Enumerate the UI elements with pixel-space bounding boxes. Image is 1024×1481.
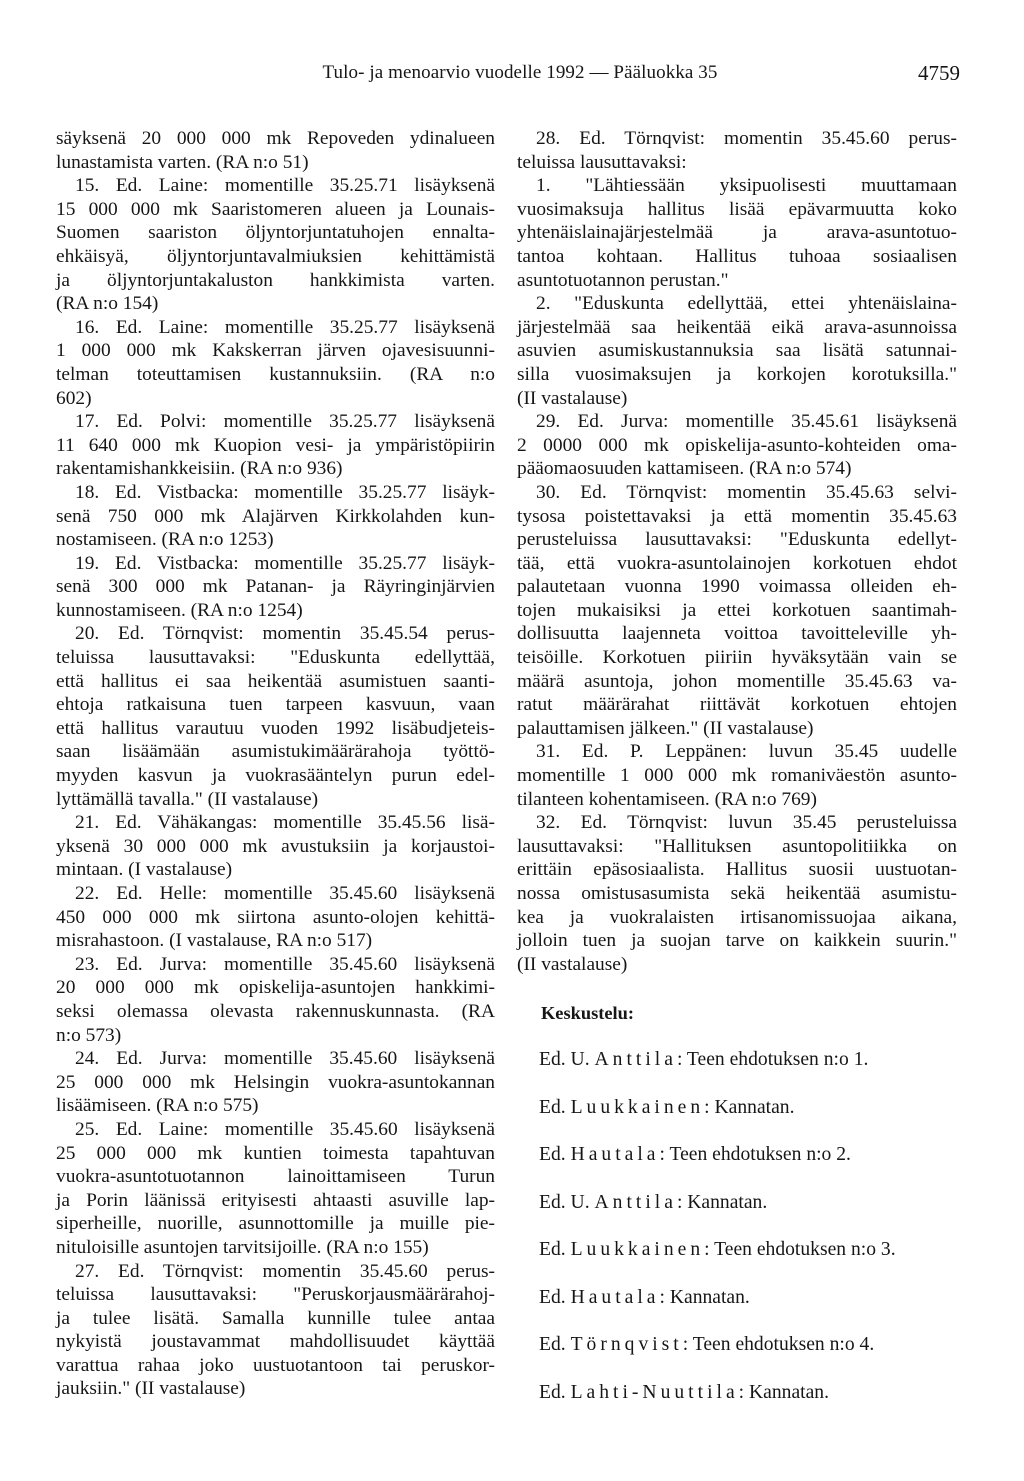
discussion-text: : Teen ehdotuksen n:o 1. [676, 1049, 869, 1071]
text-line: 20 000 000 mk opiskelija-asuntojen hankkimi- [56, 977, 495, 999]
text-line: myyden kasvun ja vuokrasääntelyn purun edel- [56, 765, 495, 787]
text-line: ratut määrärahat riittävät korkotuen ehtojen [517, 694, 957, 716]
text-line: erittäin epäsosiaalista. Hallitus suosii uustuotan- [517, 859, 957, 881]
speaker-name: Anttila [594, 1191, 677, 1213]
text-line: telman toteuttamisen kustannuksiin. (RA n:o [56, 363, 495, 385]
text-line: tojen mukaisiksi ja ettei korkotuen saantimah- [517, 599, 957, 621]
text-line: että hallitus varautuu vuoden 1992 lisäbudjeteis- [56, 717, 495, 739]
text-line: lausuttavaksi: "Hallituksen asuntopolitiikka on [517, 835, 957, 857]
discussion-text: : Kannatan. [659, 1286, 750, 1308]
left-column-body [56, 127, 495, 1401]
text-line: 30. Ed. Törnqvist: momentin 35.45.63 selvi- [536, 481, 957, 503]
discussion-prefix: Ed. [539, 1239, 571, 1261]
discussion-list [539, 1048, 957, 1428]
text-line: 23. Ed. Jurva: momentille 35.45.60 lisäyksenä [75, 953, 495, 975]
text-line: siperheille, nuorille, asunnottomille ja muille pie- [56, 1213, 495, 1235]
discussion-text: : Kannatan. [704, 1096, 795, 1118]
text-line: että hallitus ei saa heikentää asumistuen saanti- [56, 670, 495, 692]
text-line: misrahastoon. (I vastalause, RA n:o 517) [56, 930, 373, 952]
speaker-name: Lahti-Nuuttila [570, 1381, 739, 1403]
right-column [517, 127, 957, 1428]
discussion-text: : Teen ehdotuksen n:o 2. [659, 1144, 851, 1166]
text-line: seksi olemassa olevasta rakennuskunnasta. (RA [56, 1000, 495, 1022]
text-line: mintaan. (I vastalause) [56, 859, 233, 881]
text-line: vuosimaksuja hallitus lisää epävarmuutta koko [517, 198, 957, 220]
discussion-entry [539, 1191, 957, 1239]
text-line: teluissa lausuttavaksi: "Eduskunta edellyttää, [56, 647, 495, 669]
right-column-body [517, 127, 957, 976]
left-column [56, 127, 495, 1401]
text-line: perusteluissa lausuttavaksi: "Eduskunta edellyt- [517, 529, 957, 551]
text-line: teisöille. Korkotuen piiriin hyväksytään vain se [517, 647, 957, 669]
text-line: 28. Ed. Törnqvist: momentin 35.45.60 perus- [536, 128, 957, 149]
text-line: senä 300 000 mk Patanan- ja Räyringinjärvien [56, 576, 495, 598]
text-line: 24. Ed. Jurva: momentille 35.45.60 lisäyksenä [75, 1048, 495, 1070]
discussion-prefix: Ed. [539, 1381, 571, 1403]
text-line: n:o 573) [56, 1024, 122, 1046]
text-line: momentille 1 000 000 mk romaniväestön asunto- [517, 765, 957, 787]
text-line: 602) [56, 387, 92, 409]
text-line: lunastamista varten. (RA n:o 51) [56, 151, 309, 173]
text-line: nykyistä joustavammat mahdollisuudet käyttää [56, 1331, 495, 1353]
discussion-text: : Teen ehdotuksen n:o 3. [704, 1239, 896, 1261]
text-line: 1 000 000 mk Kakskerran järven ojavesisuunni- [56, 340, 495, 362]
text-line: dollisuutta laajenneta voittoa tavoitteleville yh- [517, 623, 957, 645]
discussion-prefix: Ed. U. [539, 1049, 595, 1071]
speaker-name: Törnqvist [570, 1334, 683, 1356]
discussion-entry [539, 1238, 957, 1286]
text-line: ja tulee lisätä. Samalla kunnille tulee antaa [56, 1307, 495, 1329]
text-line: 25. Ed. Laine: momentille 35.45.60 lisäyksenä [75, 1118, 495, 1140]
text-line: ja Porin läänissä erityisesti ahtaasti asuville lap- [56, 1189, 495, 1211]
text-line: tysosa poistettavaksi ja että momentin 35.45.63 [517, 505, 957, 527]
text-line: 27. Ed. Törnqvist: momentin 35.45.60 perus- [75, 1260, 495, 1282]
text-line: yhtenäislainajärjestelmää ja arava-asuntotuo- [517, 222, 957, 244]
text-line: 2. "Eduskunta edellyttää, ettei yhtenäislaina- [536, 293, 957, 315]
text-line: lyttämällä tavalla." (II vastalause) [56, 788, 319, 810]
discussion-text: : Teen ehdotuksen n:o 4. [682, 1334, 875, 1356]
text-line: (RA n:o 154) [56, 293, 159, 315]
text-line: 15. Ed. Laine: momentille 35.25.71 lisäyksenä [75, 175, 495, 197]
text-line: jolloin tuen ja suojan tarve on kaikkein suurin." [517, 930, 957, 952]
text-line: (II vastalause) [517, 953, 628, 975]
page-number: 4759 [918, 61, 960, 85]
speaker-name: Luukkainen [570, 1239, 705, 1261]
discussion-prefix: Ed. U. [539, 1191, 595, 1213]
text-line: 22. Ed. Helle: momentille 35.45.60 lisäyksenä [75, 883, 495, 904]
discussion-prefix: Ed. [539, 1144, 571, 1166]
text-line: senä 750 000 mk Alajärven Kirkkolahden kun- [56, 505, 495, 527]
text-line: palauttamisen jälkeen." (II vastalause) [517, 717, 814, 739]
discussion-prefix: Ed. [539, 1334, 571, 1356]
discussion-entry [539, 1286, 957, 1334]
discussion-prefix: Ed. [539, 1096, 571, 1118]
speaker-name: Luukkainen [570, 1096, 705, 1118]
text-line: määrä asuntoja, johon momentille 35.45.63 va- [517, 670, 957, 692]
speaker-name: Hautala [570, 1144, 660, 1166]
section-heading: Keskustelu: [541, 1003, 634, 1024]
text-line: pääomaosuuden kattamiseen. (RA n:o 574) [517, 458, 852, 480]
text-line: jauksiin." (II vastalause) [56, 1378, 246, 1400]
text-line: 17. Ed. Polvi: momentille 35.25.77 lisäyksenä [75, 411, 495, 433]
discussion-entry [539, 1381, 957, 1429]
discussion-text: : Kannatan. [738, 1381, 829, 1403]
text-line: Suomen saariston öljyntorjuntatuhojen ennalta- [56, 222, 495, 244]
text-line: tantoa kohtaan. Hallitus tuhoaa sosiaalisen [517, 245, 957, 267]
text-line: palautetaan vuonna 1990 voimassa olleiden eh- [517, 576, 957, 598]
text-line: nituloisille asuntojen tarvitsijoille. (RA n:o 155) [56, 1236, 429, 1258]
text-line: 25 000 000 mk Helsingin vuokra-asuntokannan [56, 1071, 495, 1093]
text-line: 21. Ed. Vähäkangas: momentille 35.45.56 lisä- [75, 812, 495, 834]
text-line: rakentamishankkeisiin. (RA n:o 936) [56, 458, 343, 480]
discussion-entry [539, 1333, 957, 1381]
text-line: 32. Ed. Törnqvist: luvun 35.45 perusteluissa [536, 812, 957, 834]
discussion-entry [539, 1143, 957, 1191]
discussion-entry [539, 1096, 957, 1144]
text-line: nossa omistusasumista sekä heikentää asumistu- [517, 883, 957, 904]
text-line: teluissa lausuttavaksi: [517, 151, 687, 173]
text-line: tilanteen kohentamiseen. (RA n:o 769) [517, 788, 817, 810]
text-line: ehtoja ratkaisuna tuen tarpeen kasvuun, vaan [56, 694, 495, 716]
text-line: säyksenä 20 000 000 mk Repoveden ydinalueen [56, 128, 495, 149]
text-line: teluissa lausuttavaksi: "Peruskorjausmäärärahoj- [56, 1284, 495, 1306]
text-line: ja öljyntorjuntakaluston hankkimista varten. [56, 269, 495, 291]
text-line: kunnostamiseen. (RA n:o 1254) [56, 599, 303, 621]
text-line: 2 0000 000 mk opiskelija-asunto-kohteiden oma- [517, 434, 957, 456]
text-line: kea ja vuokralaisten irtisanomissuojaa aikana, [517, 906, 957, 928]
discussion-text: : Kannatan. [676, 1191, 768, 1213]
speaker-name: Hautala [570, 1286, 660, 1308]
text-line: järjestelmää saa heikentää eikä arava-asunnoissa [517, 316, 957, 338]
text-line: 18. Ed. Vistbacka: momentille 35.25.77 lisäyk- [75, 481, 495, 503]
text-line: (II vastalause) [517, 387, 628, 409]
discussion-entry [539, 1048, 957, 1096]
text-line: tää, että vuokra-asuntolainojen korkotuen ehdot [517, 552, 957, 574]
text-line: nostamiseen. (RA n:o 1253) [56, 529, 274, 551]
speaker-name: Anttila [594, 1049, 677, 1071]
text-line: 29. Ed. Jurva: momentille 35.45.61 lisäyksenä [536, 411, 957, 433]
text-line: 15 000 000 mk Saaristomeren alueen ja Lounais- [56, 198, 495, 220]
discussion-prefix: Ed. [539, 1286, 571, 1308]
text-line: asuntotuotannon perustan." [517, 269, 729, 291]
text-line: lisäämiseen. (RA n:o 575) [56, 1095, 259, 1117]
text-line: 450 000 000 mk siirtona asunto-olojen kehittä- [56, 906, 495, 928]
text-line: 11 640 000 mk Kuopion vesi- ja ympäristöpiirin [56, 434, 495, 456]
text-line: 16. Ed. Laine: momentille 35.25.77 lisäyksenä [75, 316, 495, 338]
text-line: 19. Ed. Vistbacka: momentille 35.25.77 lisäyk- [75, 552, 495, 574]
text-line: saan lisäämään asumistukimäärärahoja työttö- [56, 741, 495, 763]
text-line: ehkäisyä, öljyntorjuntavalmiuksien kehittämistä [56, 245, 495, 267]
text-line: 1. "Lähtiessään yksipuolisesti muuttamaan [536, 175, 957, 197]
text-line: 25 000 000 mk kuntien toimesta tapahtuvan [56, 1142, 495, 1164]
text-line: varattua rahaa joko uustuotantoon tai peruskor- [56, 1354, 495, 1376]
running-header: Tulo- ja menoarvio vuodelle 1992 — Pääluokka 35 [322, 62, 718, 83]
text-line: 20. Ed. Törnqvist: momentin 35.45.54 perus- [75, 623, 495, 645]
text-line: asuvien asumiskustannuksia saa lisätä satunnai- [517, 340, 957, 362]
text-line: vuokra-asuntotuotannon lainoittamiseen Turun [56, 1166, 495, 1188]
text-line: 31. Ed. P. Leppänen: luvun 35.45 uudelle [536, 741, 957, 763]
text-line: yksenä 30 000 000 mk avustuksiin ja korjaustoi- [56, 835, 495, 857]
text-line: silla vuosimaksujen ja korkojen korotuksilla." [517, 363, 957, 385]
